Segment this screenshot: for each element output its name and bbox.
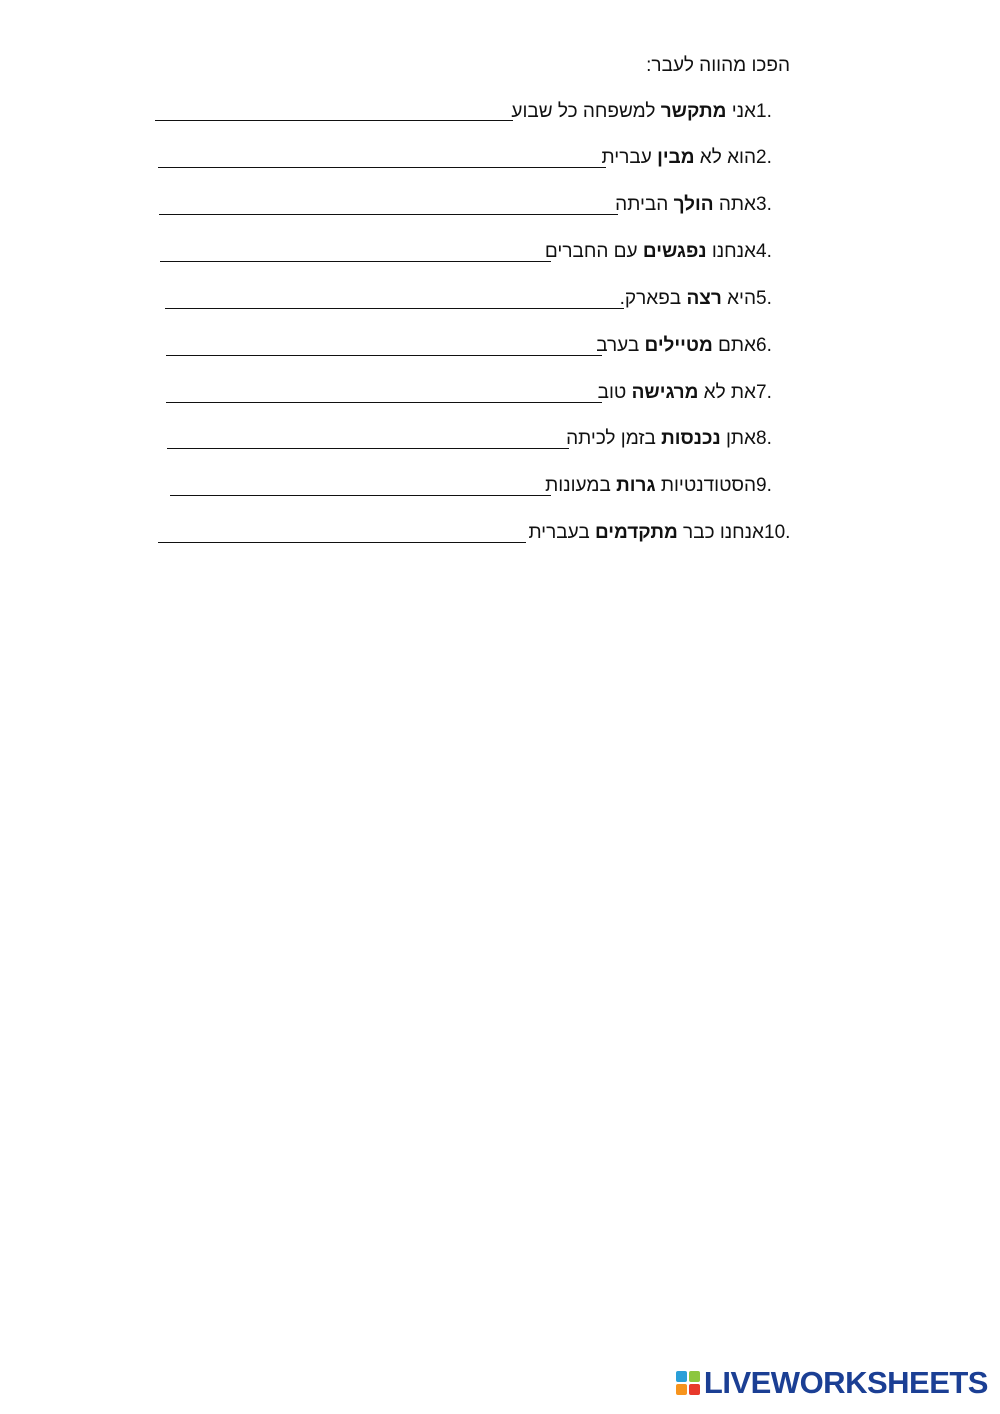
sentence-end: טוב (597, 382, 632, 403)
liveworksheets-logo (676, 1366, 988, 1400)
item-number: 5. (756, 288, 772, 309)
answer-field-9[interactable] (170, 473, 551, 496)
item-number: 6. (756, 335, 772, 356)
sentence-start: את לא (698, 382, 756, 403)
exercise-item-8 (566, 427, 790, 455)
present-verb: מבין (657, 147, 695, 168)
present-verb: רצה (686, 288, 722, 309)
logo-square (676, 1371, 687, 1382)
item-number: 9. (756, 475, 772, 496)
sentence-start: אתה (713, 194, 756, 215)
logo-text: LIVEWORKSHEETS (703, 1365, 988, 1400)
sentence-start: הוא לא (694, 147, 756, 168)
answer-field-3[interactable] (159, 192, 618, 215)
exercise-item-2 (602, 146, 790, 174)
present-verb: מתקדמים (594, 522, 678, 543)
sentence-start: אני (726, 101, 756, 122)
instruction-text: הפכו מהווה לעבר: (646, 55, 790, 76)
logo-square (689, 1384, 700, 1395)
answer-field-1[interactable] (155, 98, 513, 121)
exercise-item-4 (545, 240, 790, 268)
answer-field-5[interactable] (165, 286, 624, 309)
sentence-start: אנחנו כבר (677, 522, 764, 543)
sentence-end: הביתה (615, 194, 674, 215)
sentence-end: בזמן לכיתה (566, 428, 662, 449)
exercise-item-10 (528, 521, 790, 549)
present-verb: מרגישה (631, 382, 699, 403)
present-verb: נפגשים (642, 241, 707, 262)
sentence-start: אנחנו (706, 241, 756, 262)
sentence-end: עברית (601, 147, 658, 168)
item-number: 1. (756, 101, 772, 122)
answer-field-6[interactable] (166, 333, 602, 356)
sentence-end: למשפחה כל שבוע (511, 101, 661, 122)
sentence-end: בערב (596, 335, 645, 356)
present-verb: נכנסות (661, 428, 721, 449)
exercise-item-7 (598, 381, 790, 409)
item-number: 4. (756, 241, 772, 262)
sentence-end: בעברית (528, 522, 595, 543)
answer-field-7[interactable] (166, 380, 602, 403)
answer-field-10[interactable] (158, 520, 526, 543)
sentence-start: היא (721, 288, 756, 309)
logo-mark-icon (676, 1371, 700, 1395)
sentence-start: אתם (712, 335, 756, 356)
logo-square (689, 1371, 700, 1382)
item-number: 8. (756, 428, 772, 449)
exercise-item-3 (615, 193, 790, 221)
sentence-end: במעונות (545, 475, 617, 496)
sentence-end: עם החברים (544, 241, 643, 262)
logo-square (676, 1384, 687, 1395)
present-verb: מתקשר (660, 101, 727, 122)
item-number: 2. (756, 147, 772, 168)
exercise-item-6 (596, 334, 790, 362)
sentence-end: בפארק. (619, 288, 687, 309)
exercise-item-1 (511, 100, 790, 128)
exercise-item-5 (620, 287, 790, 315)
present-verb: הולך (673, 194, 714, 215)
item-number: 7. (756, 382, 772, 403)
answer-field-2[interactable] (158, 145, 606, 168)
answer-field-8[interactable] (167, 426, 569, 449)
present-verb: מטיילים (644, 335, 713, 356)
item-number: 3. (756, 194, 772, 215)
sentence-start: הסטודנטיות (655, 475, 756, 496)
present-verb: גרות (616, 475, 656, 496)
sentence-start: אתן (720, 428, 756, 449)
answer-field-4[interactable] (160, 239, 551, 262)
item-number: 10. (764, 522, 791, 543)
exercise-item-9 (545, 474, 790, 502)
